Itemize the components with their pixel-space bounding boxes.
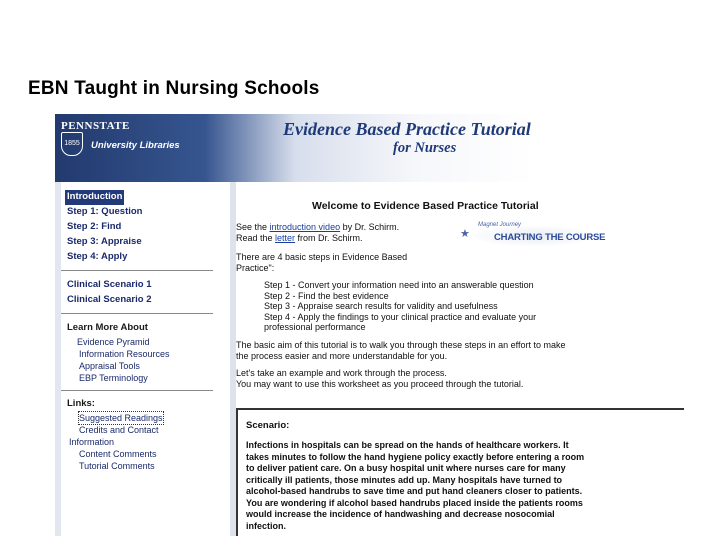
tutorial-screenshot	[55, 114, 684, 536]
steps-intro: Practice":	[236, 263, 275, 273]
main-content	[236, 182, 684, 536]
steps-list	[264, 280, 536, 333]
scenario-title: Scenario:	[246, 420, 290, 431]
step-line: Step 2 - Find the best evidence	[264, 290, 389, 301]
magnet-badge	[474, 220, 606, 250]
steps-intro: There are 4 basic steps in Evidence Based	[236, 252, 408, 262]
sidebar-link-evidence-pyramid[interactable]: Evidence Pyramid	[77, 337, 150, 347]
sidebar-strip	[55, 182, 61, 536]
step-line: Step 1 - Convert your information need into an answerable question	[264, 280, 534, 290]
university-logo[interactable]	[61, 120, 199, 168]
intro-text: Read the	[236, 233, 276, 243]
badge-main-text: CHARTING THE COURSE	[494, 232, 606, 243]
scenario-box	[236, 408, 684, 536]
intro-text: See the	[236, 222, 270, 232]
scenario-line: alcohol-based handrubs to save time and put hand cleaners closer to patients.	[246, 486, 583, 496]
scenario-line: infection.	[246, 520, 286, 531]
shield-icon: 1855	[61, 132, 83, 156]
sidebar-link-information[interactable]: Information	[69, 437, 115, 447]
logo-unit: University Libraries	[91, 140, 180, 151]
welcome-heading: Welcome to Evidence Based Practice Tutorial	[312, 200, 539, 212]
aim-text: The basic aim of this tutorial is to walk you through these steps in an effort to make	[236, 340, 566, 350]
sidebar-item-step4[interactable]: Step 4: Apply	[67, 251, 128, 262]
scenario-line: critically ill patients, those minutes add up. Many hospitals have turned to	[246, 474, 563, 485]
sidebar-divider	[61, 270, 213, 271]
sidebar-item-step2[interactable]: Step 2: Find	[67, 221, 122, 232]
scenario-line: takes minutes to follow the hand hygiene policy exactly before entering a room	[246, 451, 585, 462]
scenario-line: You are wondering if alcohol based handrubs placed inside the patients rooms	[246, 497, 583, 508]
tutorial-title: Evidence Based Practice Tutorial	[283, 119, 531, 139]
sidebar-link-information-resources[interactable]: Information Resources	[79, 349, 170, 359]
sidebar-link-suggested-readings[interactable]: Suggested Readings	[79, 413, 163, 423]
star-icon: ★	[460, 228, 470, 240]
scenario-line: would increase the incidence of handwashing and decrease nosocomial	[246, 509, 555, 519]
aim-text: the process easier and more understandable for you.	[236, 351, 448, 361]
sidebar-link-ebp-terminology[interactable]: EBP Terminology	[79, 373, 148, 383]
sidebar-item-step3[interactable]: Step 3: Appraise	[67, 236, 142, 247]
letter-link[interactable]: letter	[275, 233, 296, 243]
step-line: Step 4 - Apply the findings to your clinical practice and evaluate your	[264, 311, 537, 322]
sidebar-item-step1[interactable]: Step 1: Question	[67, 206, 143, 217]
step-line: Step 3 - Appraise search results for validity and usefulness	[264, 301, 498, 311]
scenario-line: Infections in hospitals can be spread on the hands of healthcare workers. It	[246, 440, 569, 450]
example-text: Let's take an example and work through the process.	[236, 368, 447, 378]
logo-name: PENNSTATE	[61, 120, 130, 132]
badge-top-text: Magnet Journey	[478, 222, 522, 228]
step-line: professional performance	[264, 322, 366, 332]
sidebar-item-scenario1[interactable]: Clinical Scenario 1	[67, 279, 152, 290]
sidebar-link-content-comments[interactable]: Content Comments	[79, 449, 157, 459]
slide-title: EBN Taught in Nursing Schools	[28, 78, 320, 99]
sidebar-item-scenario2[interactable]: Clinical Scenario 2	[67, 294, 152, 305]
intro-video-line	[236, 222, 399, 234]
site-header	[55, 114, 684, 182]
intro-text: by Dr. Schirm.	[340, 222, 400, 232]
intro-text: from Dr. Schirm.	[295, 233, 363, 243]
introduction-video-link[interactable]: introduction video	[269, 222, 341, 232]
sidebar-link-appraisal-tools[interactable]: Appraisal Tools	[79, 361, 140, 371]
worksheet-text: You may want to use this worksheet as you proceed through the tutorial.	[236, 379, 524, 389]
sidebar-link-tutorial-comments[interactable]: Tutorial Comments	[79, 461, 155, 471]
links-heading: Links:	[67, 398, 95, 409]
sidebar-nav	[55, 182, 217, 536]
sidebar-item-introduction[interactable]: Introduction	[65, 190, 124, 205]
sidebar-divider	[61, 313, 213, 314]
intro-letter-line	[236, 233, 363, 245]
scenario-line: to deliver patient care. On a busy hospital unit where nurses care for many	[246, 463, 566, 473]
sidebar-link-credits-contact[interactable]: Credits and Contact	[79, 425, 159, 435]
scenario-text	[246, 440, 626, 532]
sidebar-divider	[61, 390, 213, 391]
tutorial-subtitle: for Nurses	[393, 140, 457, 156]
learn-more-heading: Learn More About	[67, 322, 148, 333]
